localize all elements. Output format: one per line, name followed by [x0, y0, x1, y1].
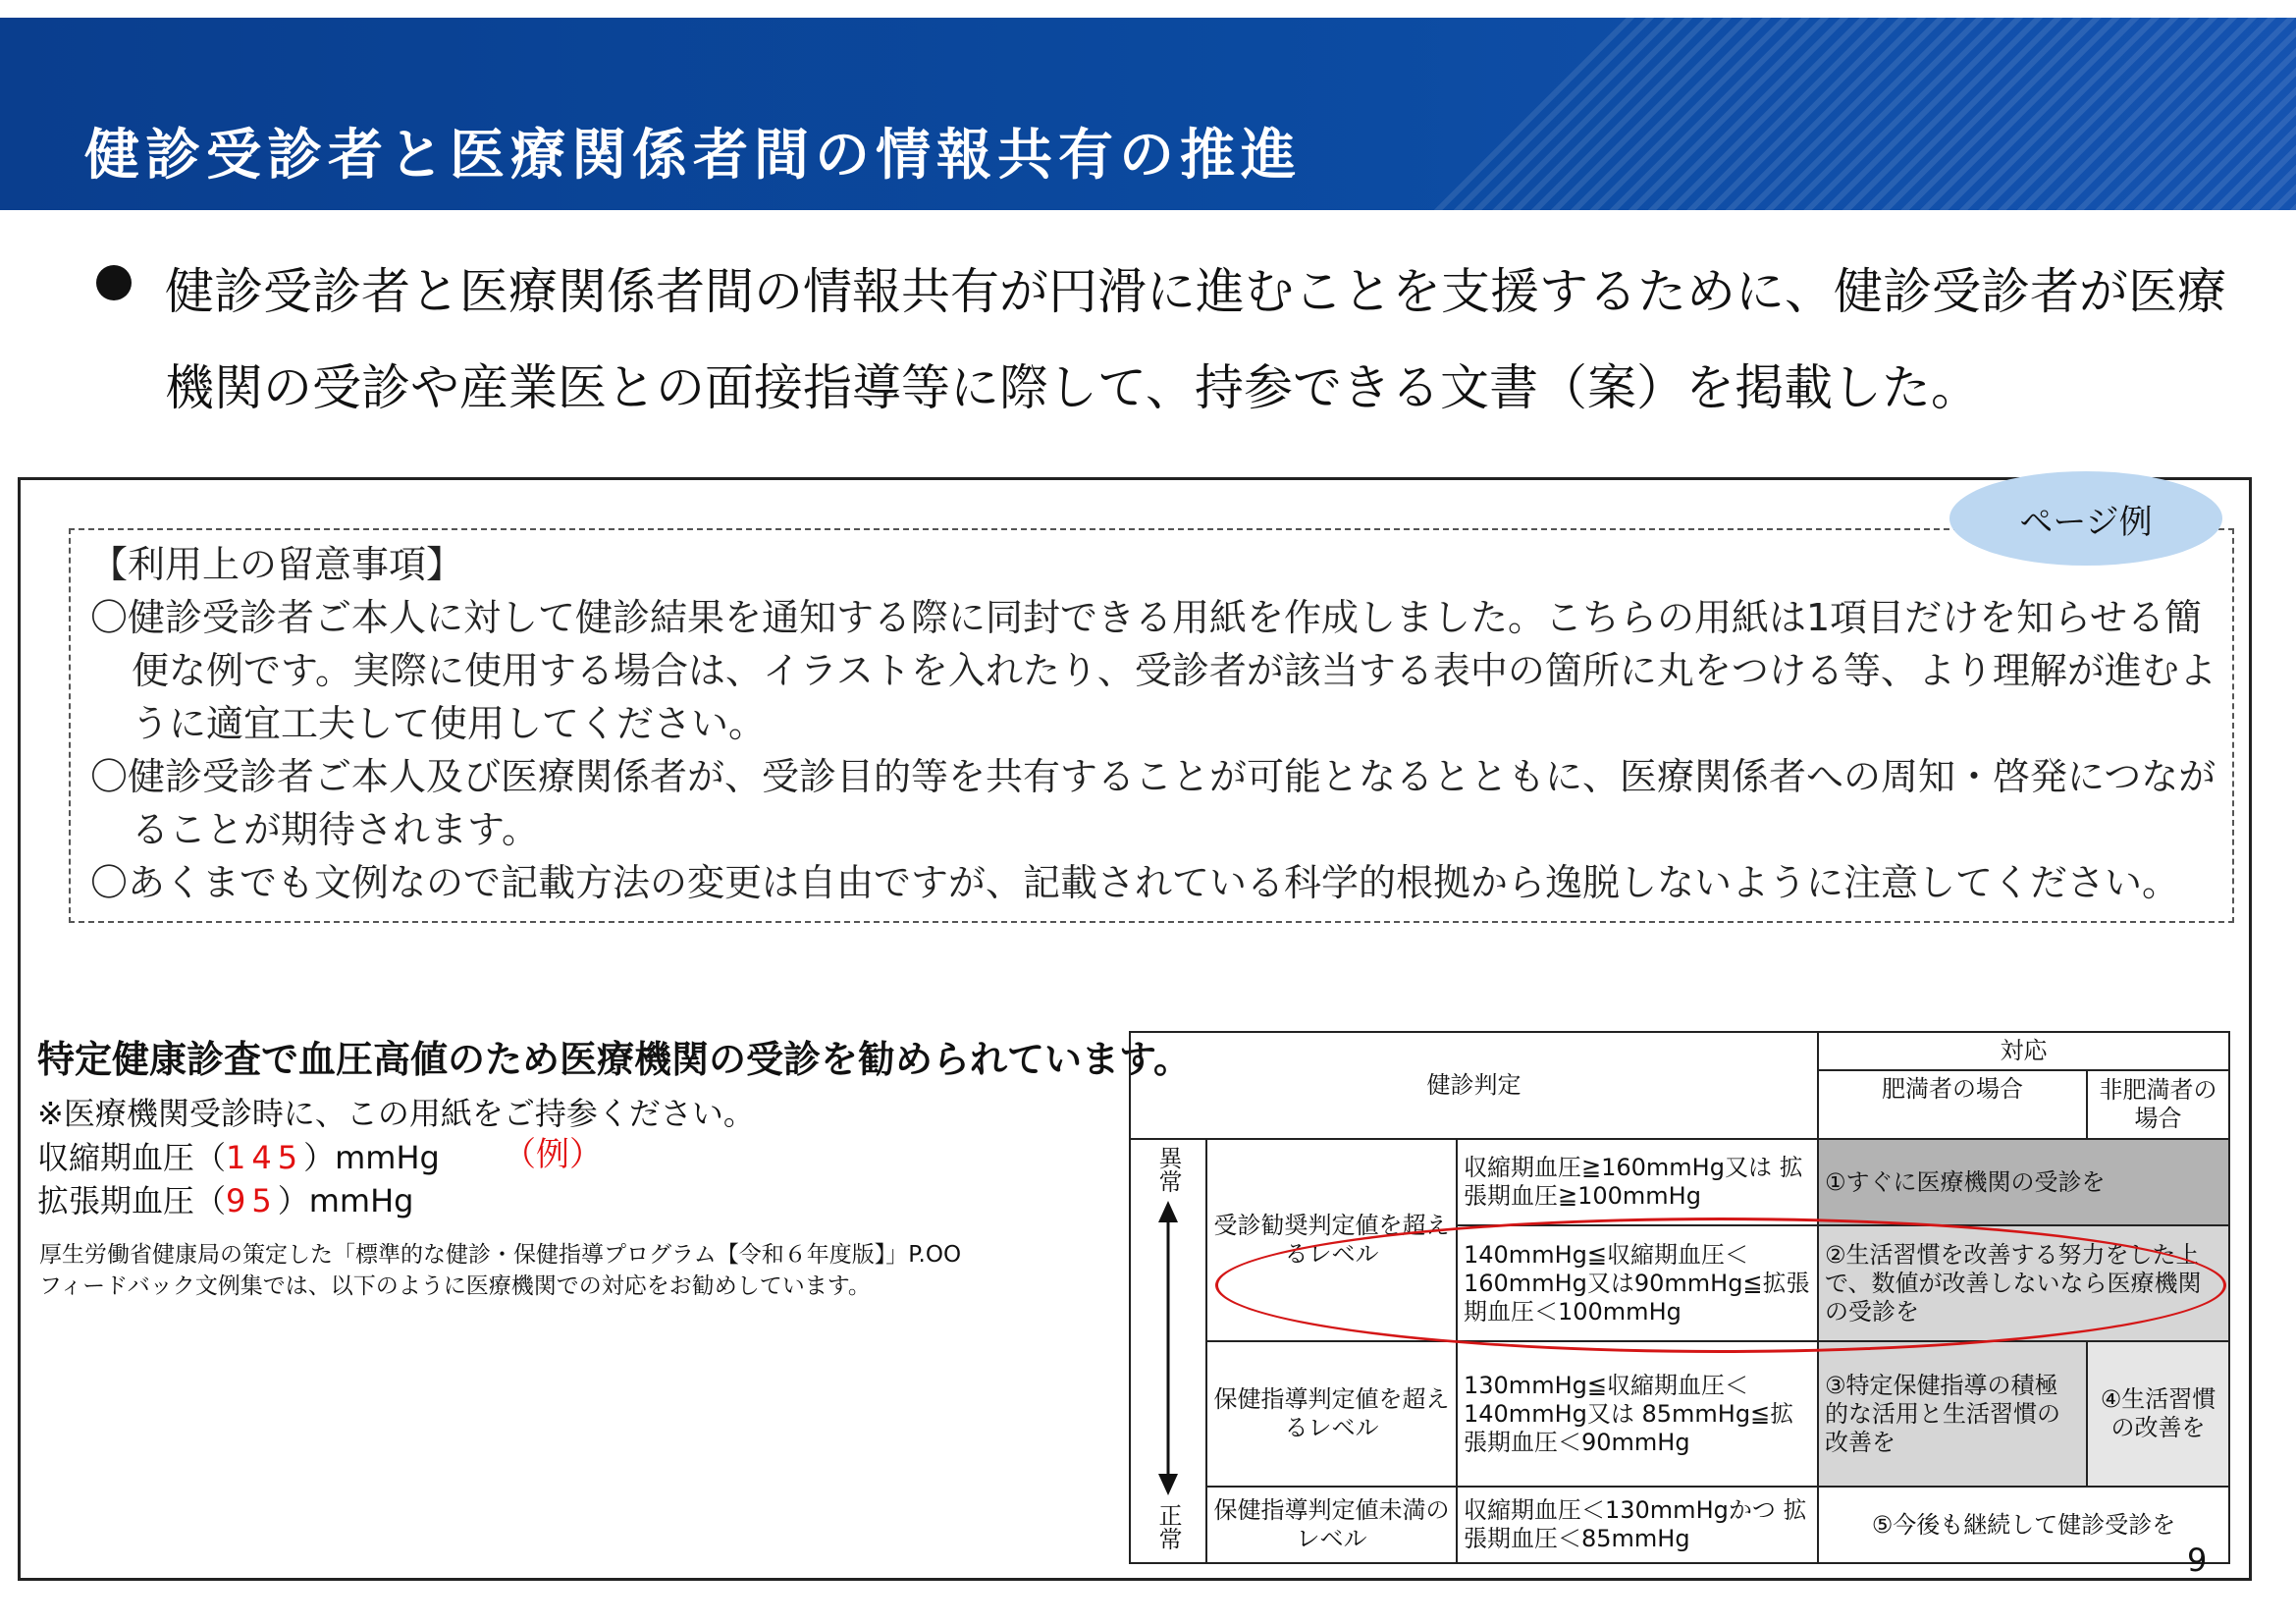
header-stripe-decoration — [1432, 18, 2296, 210]
header-nonobese: 非肥満者の場合 — [2087, 1070, 2229, 1139]
bullet-icon — [96, 265, 132, 300]
intro-text: 健診受診者と医療関係者間の情報共有が円滑に進むことを支援するために、健診受診者が医療機関の受診や産業医との面接指導等に際して、持参できる文書（案）を掲載した。 — [165, 263, 2226, 416]
source-note — [39, 1239, 1119, 1302]
notice-title: 【利用上の留意事項】 — [90, 543, 464, 586]
notice-item-3: 〇あくまでも文例なので記載方法の変更は自由ですが、記載されている科学的根拠から逸脱しないように注意してください。 — [90, 861, 2180, 904]
source-line-1: 厚生労働省健康局の策定した「標準的な健診・保健指導プログラム【令和６年度版】」P.OO — [39, 1242, 962, 1268]
page-number: 9 — [2187, 1542, 2208, 1579]
notice-item-1: 〇健診受診者ご本人に対して健診結果を通知する際に同封できる用紙を作成しました。こちらの用紙は1項目だけを知らせる簡便な例です。実際に使用する場合は、イラストを入れたり、受診者が該当する表中の箇所に丸をつける等、より理解が進むように適宜工夫して使用してください。 — [90, 596, 2216, 745]
diastolic-row — [37, 1181, 1137, 1220]
response-2: ②生活習慣を改善する努力をした上で、数値が改善しないなら医療機関の受診を — [1818, 1225, 2229, 1341]
header-banner — [0, 18, 2296, 210]
page-example-badge: ページ例 — [1949, 471, 2222, 566]
axis-label-normal: 正常 — [1154, 1503, 1182, 1550]
blood-pressure-criteria-table — [1129, 1031, 2230, 1564]
level-consultation: 受診勧奨判定値を超えるレベル — [1206, 1139, 1457, 1341]
page-title: 健診受診者と医療関係者間の情報共有の推進 — [84, 124, 1302, 188]
header-response: 対応 — [1818, 1032, 2229, 1070]
response-3-obese: ③特定保健指導の積極的な活用と生活習慣の改善を — [1818, 1341, 2087, 1487]
level-below: 保健指導判定値未満のレベル — [1206, 1487, 1457, 1563]
systolic-value: 145 — [226, 1139, 304, 1176]
response-5: ⑤今後も継続して健診受診を — [1818, 1487, 2229, 1563]
severity-axis — [1130, 1139, 1206, 1563]
condition-4: 収縮期血圧＜130mmHgかつ 拡張期血圧＜85mmHg — [1457, 1487, 1818, 1563]
notice-content — [90, 538, 2230, 909]
diastolic-value: 95 — [226, 1182, 278, 1219]
source-line-2: フィードバック文例集では、以下のように医療機関での対応をお勧めしています。 — [39, 1273, 871, 1299]
axis-label-abnormal: 異常 — [1154, 1146, 1182, 1193]
header-obese: 肥満者の場合 — [1818, 1070, 2087, 1139]
response-1: ①すぐに医療機関の受診を — [1818, 1139, 2229, 1225]
condition-1: 収縮期血圧≧160mmHg又は 拡張期血圧≧100mmHg — [1457, 1139, 1818, 1225]
sample-note: ※医療機関受診時に、この用紙をご持参ください。 — [37, 1095, 755, 1132]
notice-item-2: 〇健診受診者ご本人及び医療関係者が、受診目的等を共有することが可能となるとともに、医療関係者への周知・啓発につながることが期待されます。 — [90, 755, 2216, 851]
condition-3: 130mmHg≦収縮期血圧＜140mmHg又は 85mmHg≦拡張期血圧＜90mmHg — [1457, 1341, 1818, 1487]
header-judgment: 健診判定 — [1130, 1032, 1818, 1139]
systolic-label: 収縮期血圧（ — [37, 1139, 227, 1176]
systolic-unit: ）mmHg — [303, 1139, 440, 1176]
level-guidance: 保健指導判定値を超えるレベル — [1206, 1341, 1457, 1487]
diastolic-label: 拡張期血圧（ — [37, 1182, 227, 1219]
double-arrow-icon — [1156, 1201, 1180, 1495]
response-4-nonobese: ④生活習慣の改善を — [2087, 1341, 2229, 1487]
example-tag: （例） — [503, 1135, 603, 1174]
condition-2: 140mmHg≦収縮期血圧＜160mmHg又は90mmHg≦拡張期血圧＜100mmHg — [1457, 1225, 1818, 1341]
diastolic-unit: ）mmHg — [277, 1182, 414, 1219]
sample-main-text: 特定健康診査で血圧高値のため医療機関の受診を勧められています。 — [37, 1038, 1191, 1081]
